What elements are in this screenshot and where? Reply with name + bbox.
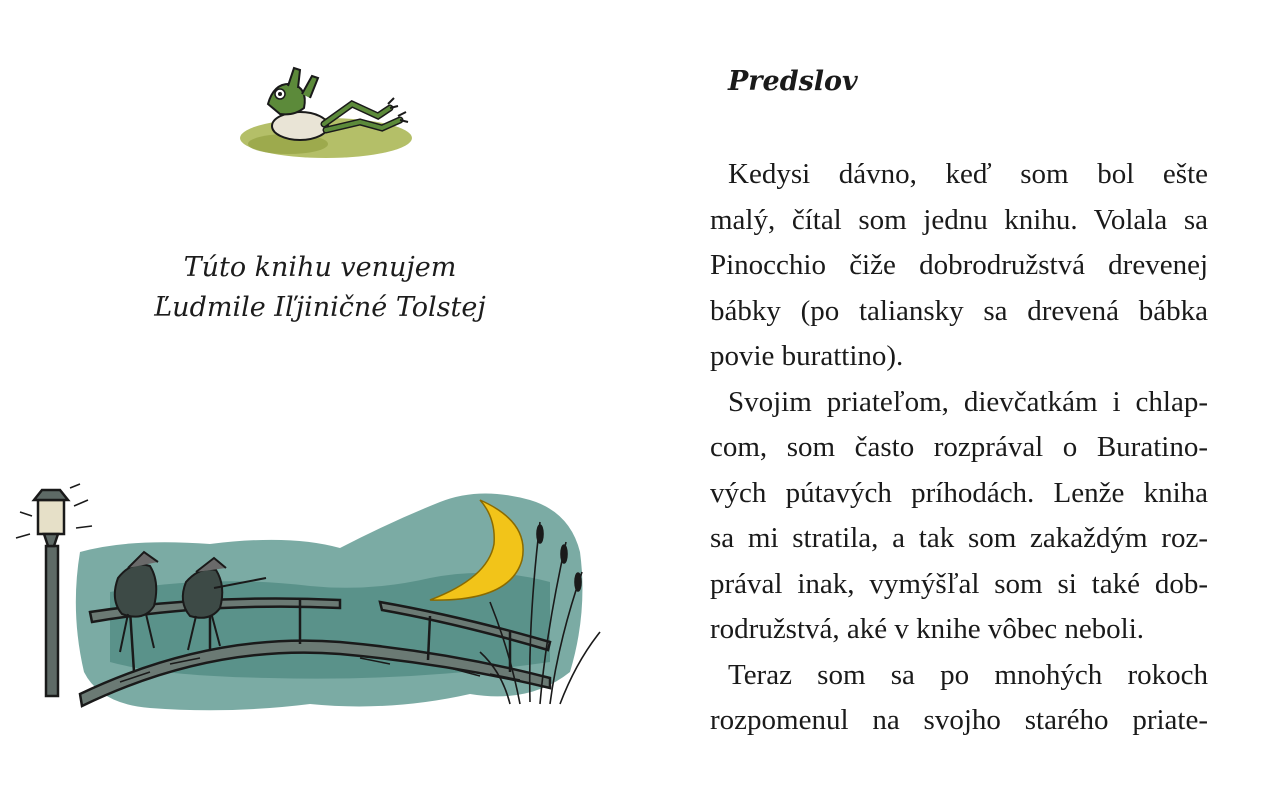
text-line: Svojim priateľom, dievčatkám i chlap- [728,385,1208,418]
text-line: Kedysi dávno, keď som bol ešte [728,158,1208,190]
text-line: com, som často rozprával o Buratino- [710,431,1208,463]
text-line: sa mi stratila, a tak som zakaždým roz- [710,522,1208,554]
text-line: vých pútavých príhodách. Lenže kniha [710,476,1208,509]
frog-illustration [228,64,418,168]
frog-belly [272,112,328,140]
text-line: rodružstvá, aké v knihe vôbec neboli. [710,613,1145,645]
dedication-line-1: Túto knihu venujem [183,252,457,283]
right-page [640,0,1280,800]
text-line: Teraz som sa po mnohých rokoch [728,658,1208,691]
text-line: prával inak, vymýšľal som si také dob- [710,567,1208,600]
preface-body [710,152,1208,744]
text-line: bábky (po taliansky sa drevená bábka [710,294,1208,327]
text-line: Pinocchio čiže dobrodružstvá drevenej [710,249,1208,281]
text-line: malý, čítal som jednu knihu. Volala sa [710,203,1208,236]
text-line: povie burattino). [710,340,904,372]
dedication-line-2: Ľudmile Iľjiničné Tolstej [154,292,486,323]
lamp-post [34,490,68,696]
text-line: rozpomenul na svojho starého priate- [710,704,1208,736]
chapter-heading: Predslov [728,66,858,97]
bridge-night-illustration [10,482,610,732]
dedication [0,248,640,328]
